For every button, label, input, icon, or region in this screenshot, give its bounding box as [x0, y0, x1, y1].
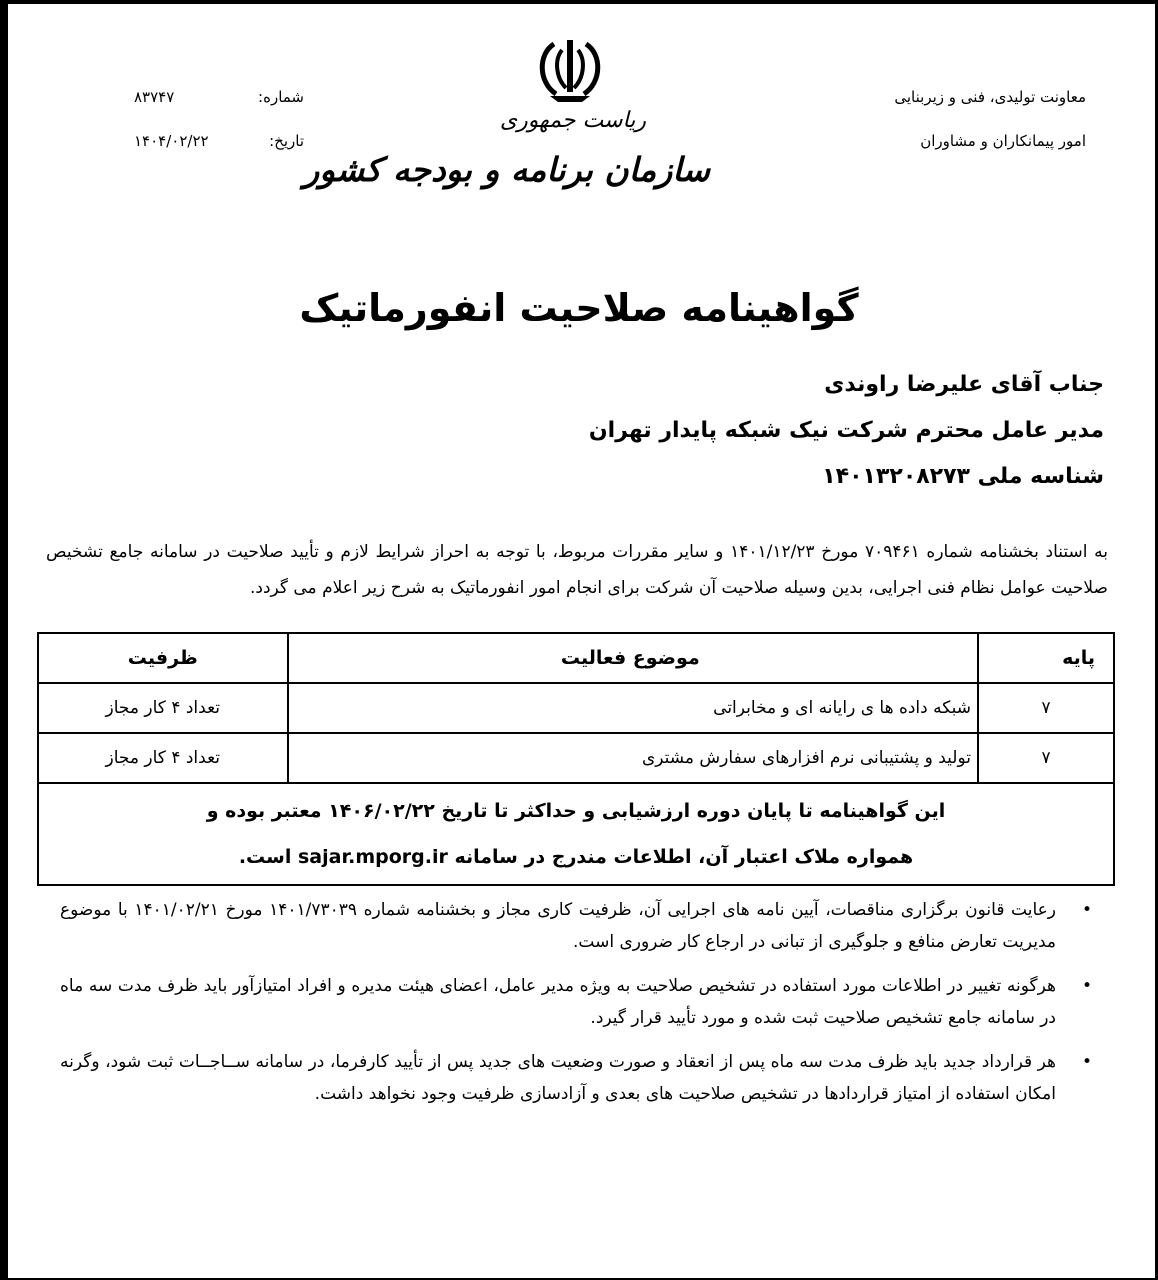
addressee-position: مدیر عامل محترم شرکت نیک شبکه پایدار تهران	[588, 418, 1104, 443]
header-base: پایه	[978, 633, 1114, 683]
deputy-line: معاونت تولیدی، فنی و زیربنایی	[894, 88, 1086, 106]
header-capacity: ظرفیت	[38, 633, 288, 683]
validity-statement	[38, 783, 1114, 885]
addressee-name: جناب آقای علیرضا راوندی	[824, 372, 1104, 397]
intro-paragraph: به استناد بخشنامه شماره ۷۰۹۴۶۱ مورخ ۱۴۰۱/۱۲/۲۳ و سایر مقررات مربوط، با توجه به احراز شرایط لازم و تأیید صلاحیت در سامانه جامع تشخیص صلاحیت عوامل نظام فنی اجرایی، بدین وسیله صلاحیت آن شرکت برای انجام امور انفورماتیک به شرح زیر اعلام می گردد.	[46, 542, 1108, 598]
national-id: شناسه ملی ۱۴۰۱۳۲۰۸۲۷۳	[822, 464, 1104, 489]
letter-meta	[134, 86, 304, 174]
table-row	[38, 683, 1114, 733]
header-subject: موضوع فعالیت	[288, 633, 978, 683]
number-value: ۸۳۷۴۷	[134, 88, 175, 106]
department-line: امور پیمانکاران و مشاوران	[920, 132, 1086, 150]
addressee-block	[589, 362, 1104, 500]
table-header-row	[38, 633, 1114, 683]
validity-row	[38, 783, 1114, 885]
organization-name: سازمان برنامه و بودجه کشور	[303, 150, 710, 189]
photo-edge-top	[0, 0, 1158, 4]
cell-subject: شبکه داده ها ی رایانه ای و مخابراتی	[288, 683, 978, 733]
note-text: رعایت قانون برگزاری مناقصات، آیین نامه های اجرایی آن، ظرفیت کاری مجاز و بخشنامه شماره ۱۴۰۱/۷۳۰۳۹ مورخ ۱۴۰۱/۰۲/۲۱ با موضوع مدیریت تعارض منافع و جلوگیری از تبانی در ارجاع کار ضروری است.	[60, 900, 1056, 952]
photo-edge-left	[0, 0, 8, 1280]
cell-base: ۷	[978, 733, 1114, 783]
cell-capacity: تعداد ۴ کار مجاز	[38, 733, 288, 783]
iran-emblem-icon	[532, 38, 608, 104]
note-text: هرگونه تغییر در اطلاعات مورد استفاده در تشخیص صلاحیت به ویژه مدیر عامل، اعضای هیئت مدیره و افراد امتیازآور باید ظرف مدت سه ماه در سامانه جامع تشخیص صلاحیت ثبت شده و مورد تأیید قرار گیرد.	[60, 976, 1056, 1028]
date-value: ۱۴۰۴/۰۲/۲۲	[134, 132, 209, 150]
date-label: تاریخ:	[269, 132, 304, 150]
cell-base: ۷	[978, 683, 1114, 733]
qualification-table	[37, 632, 1115, 886]
cell-subject: تولید و پشتیبانی نرم افزارهای سفارش مشتری	[288, 733, 978, 783]
list-item	[60, 894, 1092, 958]
certificate-title: گواهینامه صلاحیت انفورماتیک	[299, 286, 859, 330]
organization-logo	[303, 38, 720, 208]
bullet-icon: •	[1081, 900, 1092, 920]
notes-list	[60, 894, 1092, 1122]
validity-line-2: همواره ملاک اعتبار آن، اطلاعات مندرج در سامانه sajar.mporg.ir است.	[238, 846, 914, 868]
note-text: هر قرارداد جدید باید ظرف مدت سه ماه پس از انعقاد و صورت وضعیت های جدید پس از تأیید کارفرما، در سامانه ســاجــات ثبت شود، وگرنه امکان استفاده از امتیاز قراردادها در تشخیص صلاحیت های بعدی و آزادسازی ظرفیت وجود نخواهد داشت.	[60, 1052, 1056, 1104]
list-item	[60, 1046, 1092, 1110]
table-row	[38, 733, 1114, 783]
validity-line-1: این گواهینامه تا پایان دوره ارزشیابی و حداکثر تا تاریخ ۱۴۰۶/۰۲/۲۲ معتبر بوده و	[206, 800, 946, 822]
number-label: شماره:	[258, 88, 304, 106]
bullet-icon: •	[1081, 976, 1092, 996]
list-item	[60, 970, 1092, 1034]
cell-capacity: تعداد ۴ کار مجاز	[38, 683, 288, 733]
presidency-text: ریاست جمهوری	[499, 108, 646, 133]
bullet-icon: •	[1081, 1052, 1092, 1072]
issuer-department	[786, 86, 1086, 174]
